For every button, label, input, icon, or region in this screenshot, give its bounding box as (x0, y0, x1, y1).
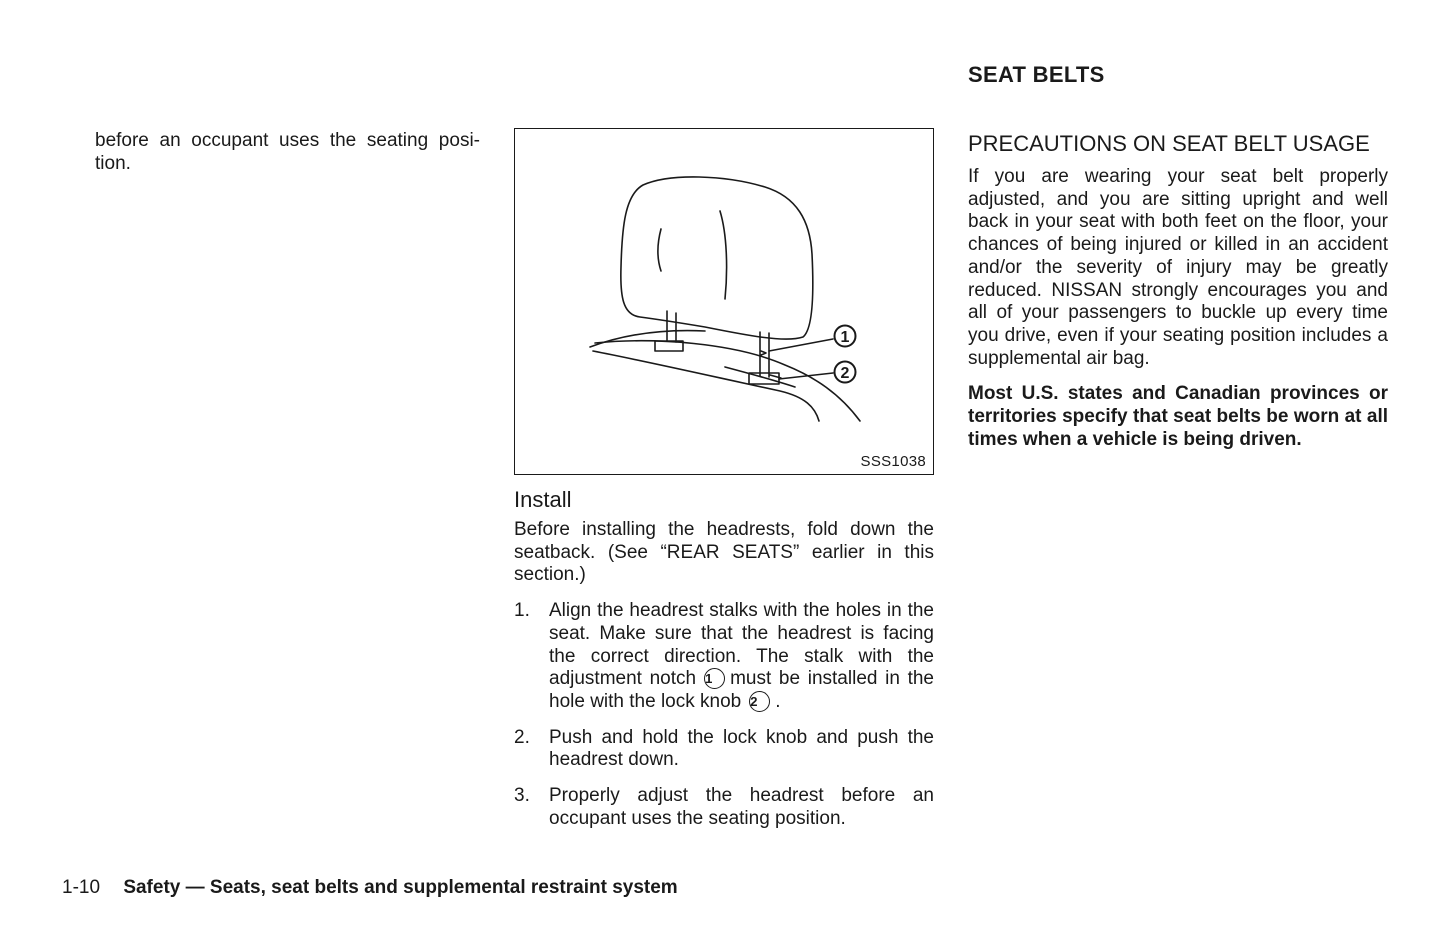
continued-text: before an occupant uses the seating posi-tion. (95, 130, 480, 174)
page-number: 1-10 (62, 877, 101, 898)
list-item (514, 727, 934, 772)
install-heading: Install (514, 487, 572, 512)
install-steps (514, 600, 934, 830)
callout-2-label: 2 (840, 365, 850, 382)
step-3-text: Properly adjust the headrest before an occupant uses the seating position. (549, 785, 934, 829)
headrest-illustration (515, 129, 933, 474)
seat-belts-column (968, 62, 1388, 451)
section-title: SEAT BELTS (968, 62, 1105, 87)
step-2-text: Push and hold the lock knob and push the headrest down. (549, 726, 934, 771)
leader-line-1 (769, 339, 833, 351)
legal-requirement-paragraph: Most U.S. states and Canadian provinces or territories specify that seat belts be worn at all times when a vehicle is being driven. (968, 383, 1388, 450)
callout-1-marker: 1 (704, 668, 725, 689)
step-1-text-a: Align the headrest stalks with the holes in the seat. Make sure that the headrest is facing the correct direction. The stalk with the adjustment notch (549, 600, 934, 690)
seat-top-edge-left (590, 331, 705, 347)
footer-title: Safety — Seats, seat belts and supplemental restraint system (123, 877, 678, 898)
precautions-paragraph: If you are wearing your seat belt properly adjusted, and you are sitting upright and well back in your seat with both feet on the floor, your chances of being injured or killed in an accident and/or the severity of injury may be greatly reduced. NISSAN strongly encourages you and all of your passengers to buckle up every time you drive, even if your seating position includes a supplemental air bag. (968, 166, 1388, 369)
step-1-text-b: must be installed in the hole with the lock knob (549, 668, 934, 712)
install-column (514, 128, 934, 843)
precautions-heading: PRECAUTIONS ON SEAT BELT USAGE (968, 131, 1370, 156)
step-1-text-c: . (775, 690, 781, 712)
list-item (514, 600, 934, 714)
headrest-figure (514, 128, 934, 475)
callout-1-label: 1 (840, 329, 850, 346)
step-number: 3. (514, 785, 530, 807)
install-intro: Before installing the headrests, fold down the seatback. (See “REAR SEATS” earlier in this section.) (514, 519, 934, 586)
list-item (514, 785, 934, 830)
figure-id: SSS1038 (860, 453, 926, 470)
step-number: 1. (514, 600, 530, 622)
seat-top-edge-front (593, 351, 819, 421)
step-number: 2. (514, 726, 530, 748)
seat-top-edge-back (595, 341, 860, 421)
continued-text-column (95, 130, 480, 175)
callout-2-marker: 2 (749, 691, 770, 712)
headrest-cushion (621, 177, 813, 339)
page-footer (62, 876, 678, 900)
